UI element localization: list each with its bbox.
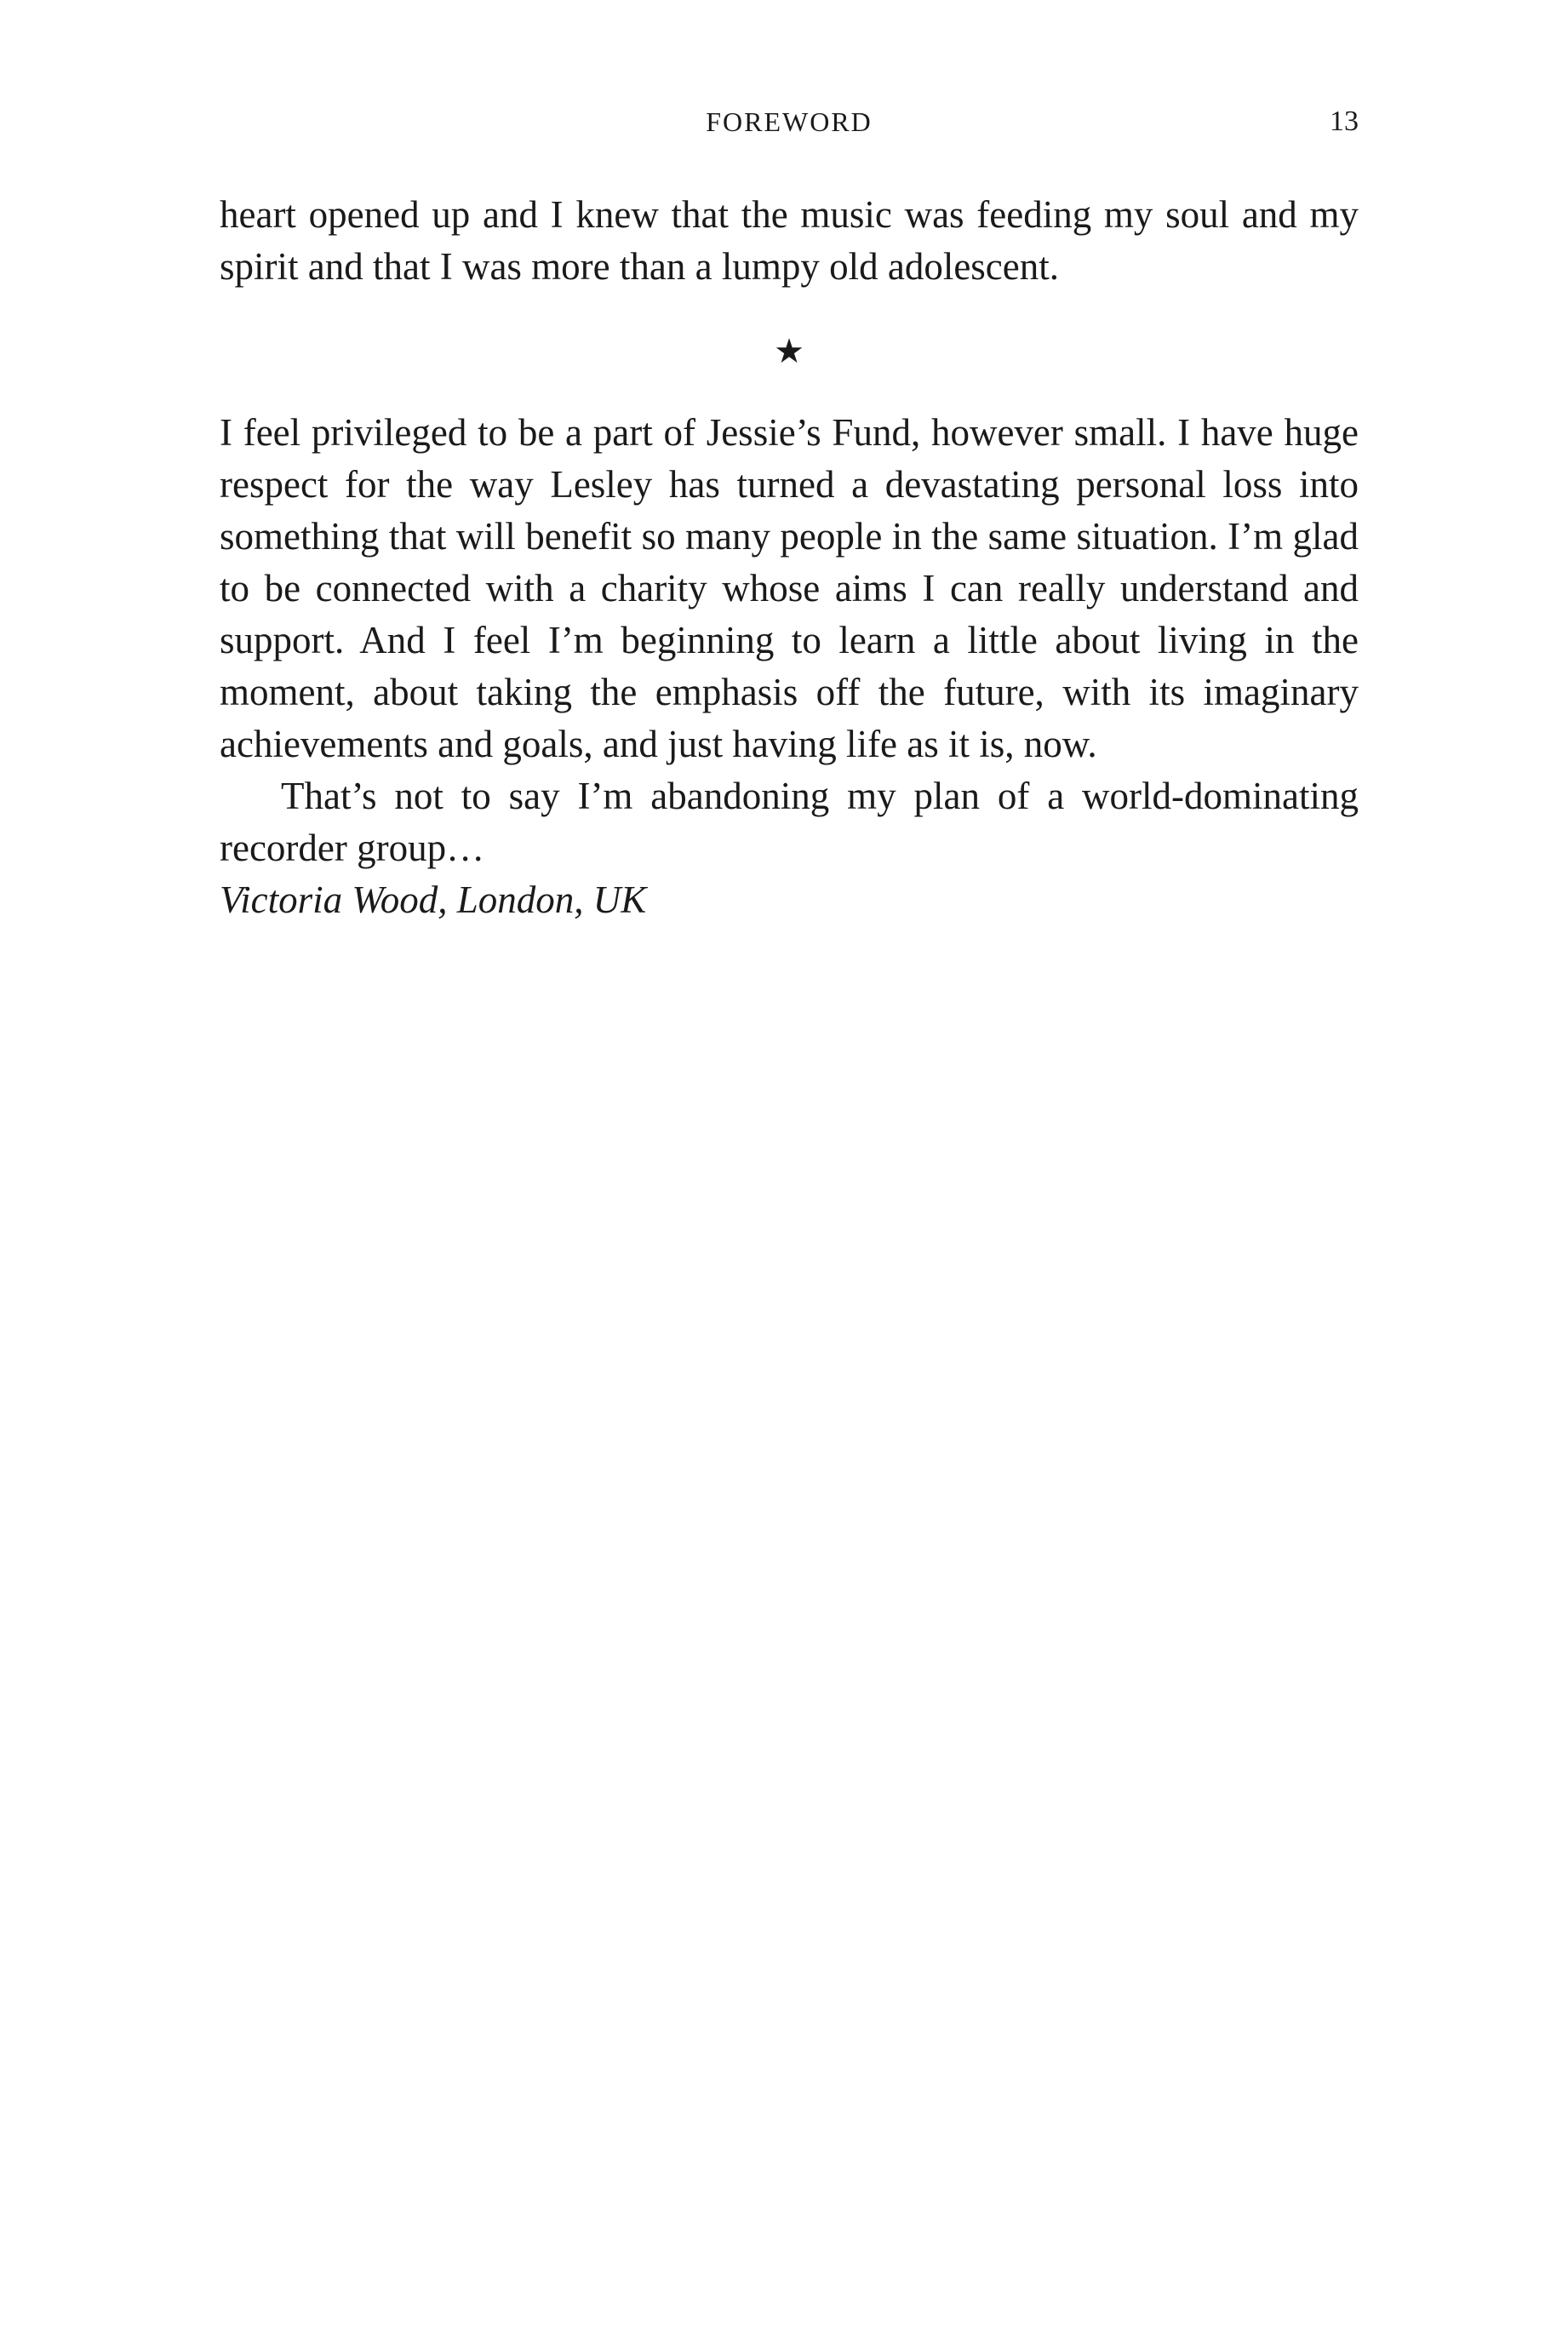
running-head xyxy=(220,100,1359,143)
paragraph-continued: heart opened up and I knew that the music was feeding my soul and my spirit and that I was more than a lumpy old adolescent. xyxy=(220,193,1359,288)
page-number: 13 xyxy=(1330,106,1359,137)
author-signature: Victoria Wood, London, UK xyxy=(220,878,647,921)
paragraph: That’s not to say I’m abandoning my plan of a world-dominating recorder group… xyxy=(220,775,1359,869)
section-break-star-icon: ★ xyxy=(774,332,804,370)
body-text xyxy=(220,189,1359,926)
paragraph: I feel privileged to be a part of Jessie’s Fund, however small. I have huge respect for the way Lesley has turned a devastating personal loss into something that will benefit so many people in the same situation. I’m glad to be connected with a charity whose aims I can really understand and support. And I feel I’m beginning to learn a little about living in the moment, about taking the emphasis off the future, with its imaginary achievements and goals, and just having life as it is, now. xyxy=(220,411,1359,765)
running-title: FOREWORD xyxy=(706,106,873,137)
